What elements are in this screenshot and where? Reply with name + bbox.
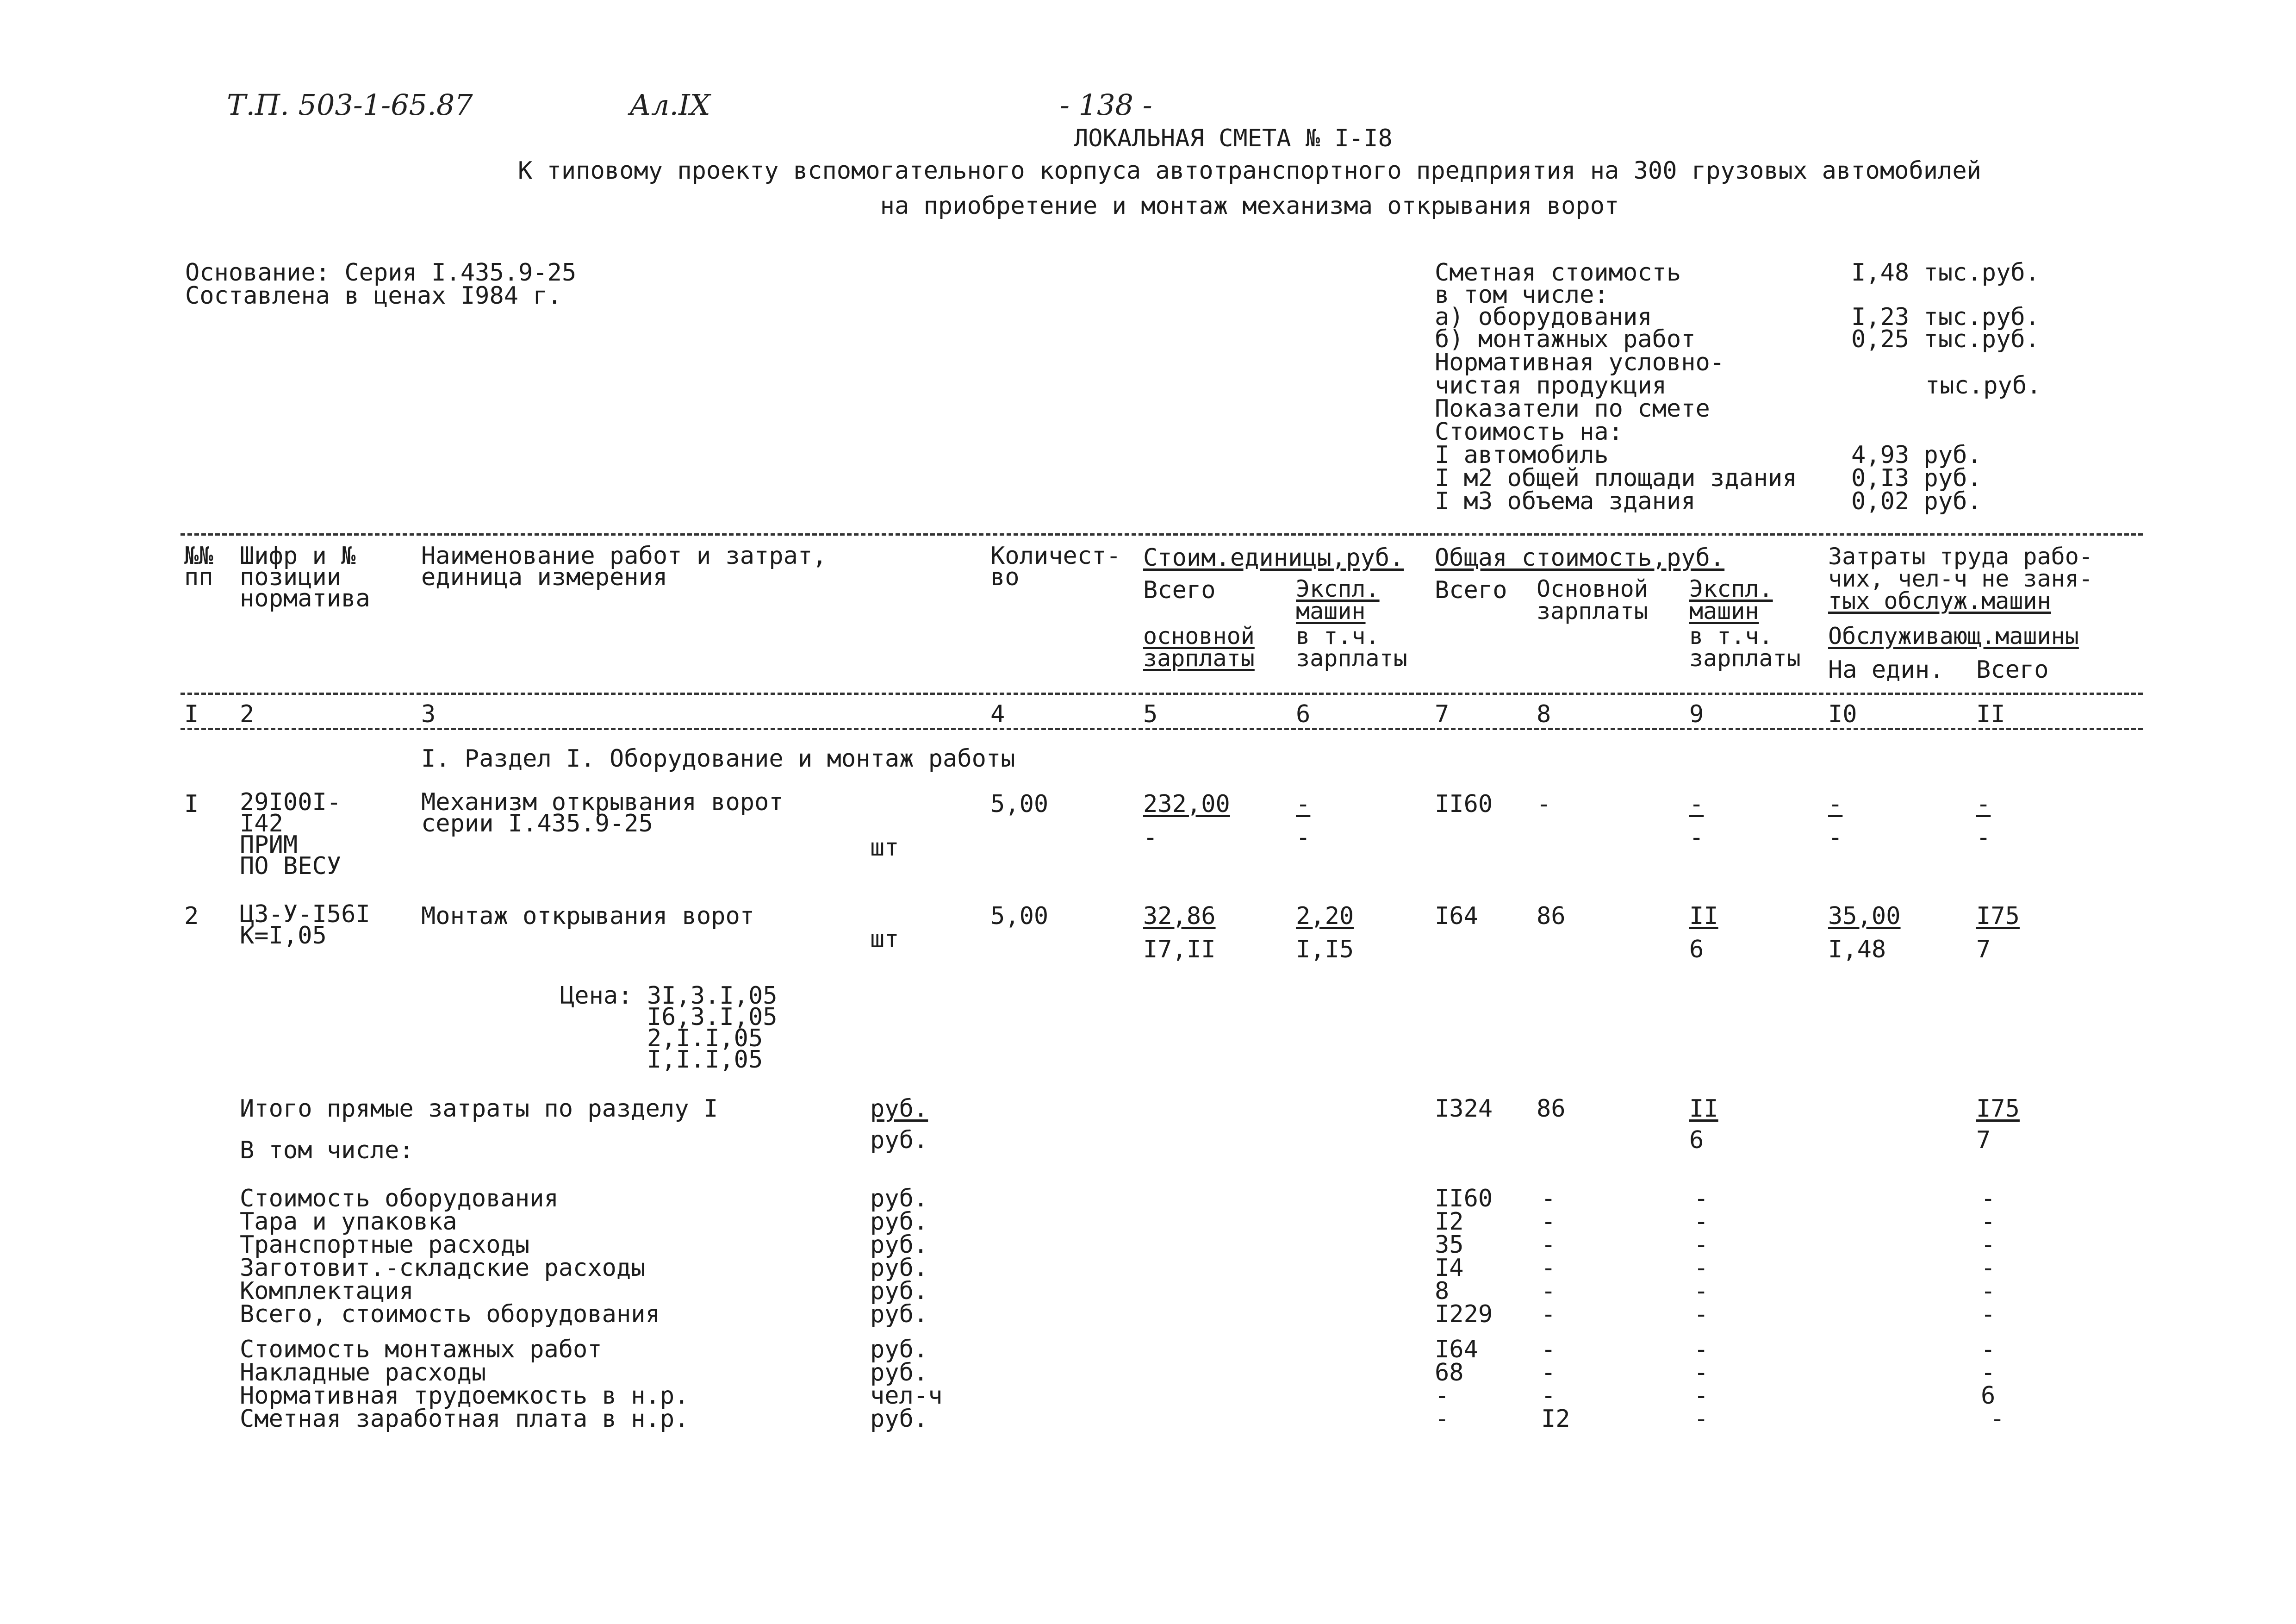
column-number: 6 [1296, 700, 1311, 728]
summary-value: 0,02 руб. [1851, 487, 1982, 515]
breakdown-label: Тара и упаковка [240, 1208, 457, 1236]
breakdown-unit: чел-ч [870, 1382, 943, 1410]
row-name: Монтаж открывания ворот [421, 902, 755, 930]
column-number: 4 [990, 700, 1005, 728]
breakdown-total: I2 [1435, 1208, 1464, 1236]
breakdown-wages: - [1541, 1382, 1556, 1410]
breakdown-machine: - [1694, 1185, 1709, 1212]
breakdown-labor: 6 [1981, 1382, 1996, 1410]
summary-label: чистая продукция [1435, 372, 1667, 400]
row-unit: шт [870, 834, 899, 862]
row-machine-cost: - [1296, 790, 1311, 818]
doc-reference: Т.П. 503-1-65.87 [227, 88, 473, 122]
header-top-divider [180, 533, 2143, 536]
direct-costs-labor: I75 [1976, 1095, 2020, 1123]
col-header-9-bottom: в т.ч. зарплаты [1689, 623, 1801, 672]
breakdown-labor: - [1981, 1336, 1996, 1363]
breakdown-label: Стоимость оборудования [240, 1185, 559, 1212]
row-number: I [184, 790, 199, 818]
header-middle-divider [180, 693, 2143, 695]
col-header-5-top: Всего [1143, 576, 1216, 604]
breakdown-label: Нормативная трудоемкость в н.р. [240, 1382, 689, 1410]
group-header-unit-cost: Стоим.единицы,руб. [1143, 544, 1404, 572]
summary-value: 0,25 тыс.руб. [1851, 325, 2040, 353]
column-number: I0 [1828, 700, 1857, 728]
row-labor-machine-total: 7 [1976, 936, 1991, 963]
breakdown-labor: - [1981, 1231, 1996, 1259]
breakdown-wages: - [1541, 1231, 1556, 1259]
breakdown-labor: - [1981, 1185, 1996, 1212]
col-header-11: Всего [1976, 656, 2049, 684]
breakdown-labor: - [1990, 1405, 2005, 1433]
row-total-cost: I64 [1435, 902, 1478, 930]
section-title: I. Раздел I. Оборудование и монтаж работы [421, 745, 1015, 773]
row-labor-per-unit: - [1828, 790, 1843, 818]
document-subtitle-line1: К типовому проекту вспомогательного корпуса автотранспортного предприятия на 300 грузовых автомобилей [518, 157, 1981, 185]
row-total-machine: - [1689, 790, 1704, 818]
header-bottom-divider [180, 728, 2143, 730]
row-code: 29I00I- I42 ПРИМ ПО ВЕСУ [240, 788, 342, 880]
summary-label: в том числе: [1435, 281, 1609, 309]
row-labor-machine-total: - [1976, 824, 1991, 851]
row-unit: шт [870, 925, 899, 953]
column-number: II [1976, 700, 2005, 728]
row-total-machine-wages: - [1689, 824, 1704, 851]
summary-label: Сметная стоимость [1435, 259, 1681, 287]
summary-label: Нормативная условно- [1435, 349, 1725, 376]
breakdown-wages: - [1541, 1300, 1556, 1328]
row-quantity: 5,00 [990, 790, 1049, 818]
basis-series: Основание: Серия I.435.9-25 [185, 259, 577, 287]
breakdown-total: I64 [1435, 1336, 1478, 1363]
row-machine-wages: - [1296, 824, 1311, 851]
breakdown-label: Стоимость монтажных работ [240, 1336, 602, 1363]
column-number: 5 [1143, 700, 1158, 728]
breakdown-label: Транспортные расходы [240, 1231, 530, 1259]
summary-value: 0,I3 руб. [1851, 464, 1982, 492]
breakdown-labor: - [1981, 1277, 1996, 1305]
breakdown-unit: руб. [870, 1185, 928, 1212]
price-note: Цена: 3I,3.I,05 I6,3.I,05 2,I.I,05 I,I.I,05 [560, 982, 778, 1074]
breakdown-label: Сметная заработная плата в н.р. [240, 1405, 689, 1433]
col-header-quantity: Количест- во [990, 542, 1121, 591]
summary-value: 4,93 руб. [1851, 441, 1982, 469]
breakdown-machine: - [1694, 1277, 1709, 1305]
direct-costs-total: I324 [1435, 1095, 1493, 1123]
direct-costs-label: Итого прямые затраты по разделу I [240, 1095, 718, 1123]
col-header-6-top: Экспл. машин [1296, 575, 1380, 625]
breakdown-unit: руб. [870, 1300, 928, 1328]
summary-label: I м3 объема здания [1435, 487, 1696, 515]
breakdown-total: 8 [1435, 1277, 1450, 1305]
col-header-name: Наименование работ и затрат, единица измерения [421, 542, 827, 591]
breakdown-wages: I2 [1541, 1405, 1570, 1433]
row-labor-machine-per-unit: - [1828, 824, 1843, 851]
breakdown-unit: руб. [870, 1405, 928, 1433]
row-machine-wages: I,I5 [1296, 936, 1354, 963]
breakdown-machine: - [1694, 1208, 1709, 1236]
summary-value: тыс.руб. [1925, 372, 2041, 400]
breakdown-wages: - [1541, 1208, 1556, 1236]
breakdown-unit: руб. [870, 1208, 928, 1236]
breakdown-label: Накладные расходы [240, 1359, 486, 1387]
direct-costs-machine: II [1689, 1095, 1718, 1123]
summary-label: Стоимость на: [1435, 418, 1623, 446]
breakdown-machine: - [1694, 1359, 1709, 1387]
breakdown-unit: руб. [870, 1359, 928, 1387]
column-number: I [184, 700, 199, 728]
page-number: - 138 - [1060, 88, 1152, 122]
group-header-labor-line3: тых обслуж.машин [1828, 587, 2051, 614]
row-labor-machine-per-unit: I,48 [1828, 936, 1886, 963]
row-total-wages: - [1537, 790, 1551, 818]
breakdown-unit: руб. [870, 1277, 928, 1305]
including-labor-machine: 7 [1976, 1126, 1991, 1154]
row-labor-total: - [1976, 790, 1991, 818]
breakdown-wages: - [1541, 1185, 1556, 1212]
column-number: 2 [240, 700, 255, 728]
breakdown-wages: - [1541, 1336, 1556, 1363]
row-unit-cost-total: 232,00 [1143, 790, 1230, 818]
breakdown-wages: - [1541, 1254, 1556, 1282]
document-subtitle-line2: на приобретение и монтаж механизма открывания ворот [880, 192, 1619, 220]
breakdown-total: II60 [1435, 1185, 1493, 1212]
row-machine-cost: 2,20 [1296, 902, 1354, 930]
document-title: ЛОКАЛЬНАЯ СМЕТА № I-I8 [1074, 125, 1393, 152]
column-number: 7 [1435, 700, 1450, 728]
row-number: 2 [184, 902, 199, 930]
breakdown-wages: - [1541, 1359, 1556, 1387]
col-header-5-bottom: основной зарплаты [1143, 623, 1255, 672]
column-number: 9 [1689, 700, 1704, 728]
col-header-9-top: Экспл. машин [1689, 575, 1773, 625]
summary-value: I,48 тыс.руб. [1851, 259, 2040, 287]
breakdown-machine: - [1694, 1382, 1709, 1410]
breakdown-labor: - [1981, 1359, 1996, 1387]
including-label: В том числе: [240, 1137, 414, 1164]
col-header-number: №№ пп [184, 542, 213, 591]
breakdown-total: I4 [1435, 1254, 1464, 1282]
row-name: Механизм открывания ворот серии I.435.9-25 [421, 788, 784, 837]
row-labor-total: I75 [1976, 902, 2020, 930]
summary-label: Показатели по смете [1435, 395, 1710, 423]
breakdown-machine: - [1694, 1254, 1709, 1282]
breakdown-machine: - [1694, 1231, 1709, 1259]
col-header-code: Шифр и № позиции норматива [240, 542, 370, 612]
breakdown-label: Комплектация [240, 1277, 414, 1305]
breakdown-unit: руб. [870, 1231, 928, 1259]
group-header-service-machines: Обслуживающ.машины [1828, 623, 2079, 650]
row-total-cost: II60 [1435, 790, 1493, 818]
group-header-total-cost: Общая стоимость,руб. [1435, 544, 1725, 572]
summary-label: I автомобиль [1435, 441, 1609, 469]
breakdown-total: - [1435, 1405, 1450, 1433]
breakdown-machine: - [1694, 1336, 1709, 1363]
breakdown-labor: - [1981, 1300, 1996, 1328]
including-machine-wages: 6 [1689, 1126, 1704, 1154]
breakdown-machine: - [1694, 1300, 1709, 1328]
breakdown-unit: руб. [870, 1254, 928, 1282]
col-header-6-bottom: в т.ч. зарплаты [1296, 623, 1407, 672]
breakdown-labor: - [1981, 1254, 1996, 1282]
breakdown-wages: - [1541, 1277, 1556, 1305]
breakdown-label: Заготовит.-складские расходы [240, 1254, 646, 1282]
summary-label: а) оборудования [1435, 303, 1652, 331]
row-unit-cost-total: 32,86 [1143, 902, 1216, 930]
row-total-machine: II [1689, 902, 1718, 930]
col-header-10: На един. [1828, 656, 1944, 684]
row-labor-per-unit: 35,00 [1828, 902, 1901, 930]
breakdown-total: 35 [1435, 1231, 1464, 1259]
breakdown-total: I229 [1435, 1300, 1493, 1328]
including-unit: руб. [870, 1126, 928, 1154]
summary-label: б) монтажных работ [1435, 325, 1696, 353]
column-number: 3 [421, 700, 436, 728]
album-number: Ал.IX [629, 88, 710, 122]
col-header-8: Основной зарплаты [1537, 575, 1648, 625]
row-code: ЦЗ-У-I56I К=I,05 [240, 900, 370, 949]
basis-prices: Составлена в ценах I984 г. [185, 282, 562, 310]
summary-value: I,23 тыс.руб. [1851, 303, 2040, 331]
direct-costs-wages: 86 [1537, 1095, 1566, 1123]
group-header-labor: Затраты труда рабо- чих, чел-ч не заня- [1828, 543, 2093, 592]
breakdown-total: - [1435, 1382, 1450, 1410]
summary-label: I м2 общей площади здания [1435, 464, 1797, 492]
breakdown-total: 68 [1435, 1359, 1464, 1387]
breakdown-unit: руб. [870, 1336, 928, 1363]
row-unit-cost-wages: I7,II [1143, 936, 1216, 963]
breakdown-machine: - [1694, 1405, 1709, 1433]
row-total-wages: 86 [1537, 902, 1566, 930]
direct-costs-unit: руб. [870, 1095, 928, 1123]
breakdown-labor: - [1981, 1208, 1996, 1236]
column-number: 8 [1537, 700, 1551, 728]
row-unit-cost-wages: - [1143, 824, 1158, 851]
breakdown-label: Всего, стоимость оборудования [240, 1300, 660, 1328]
row-total-machine-wages: 6 [1689, 936, 1704, 963]
row-quantity: 5,00 [990, 902, 1049, 930]
col-header-7: Всего [1435, 576, 1507, 604]
